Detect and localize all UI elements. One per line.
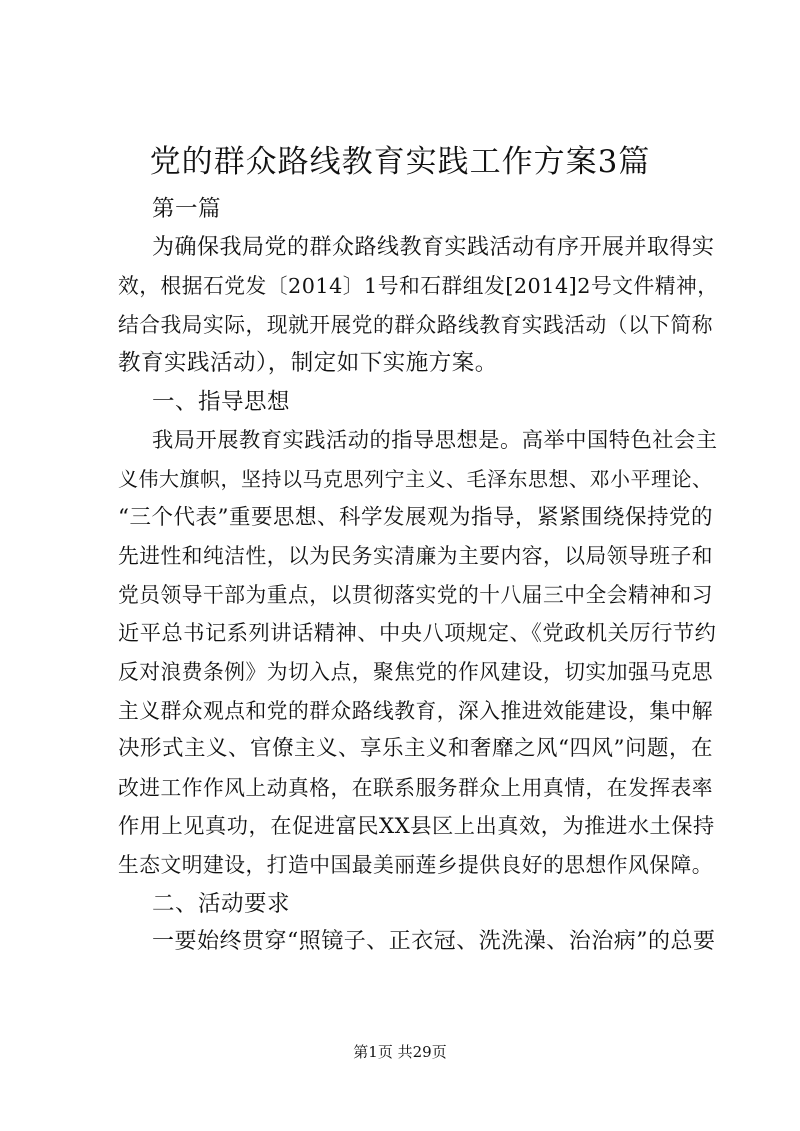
text-line: 我局开展教育实践活动的指导思想是。高举中国特色社会主 xyxy=(152,427,718,453)
text-line: 义伟大旗帜，坚持以马克思列宁主义、毛泽东思想、邓小平理论、 xyxy=(118,467,713,492)
text-line: 改进工作作风上动真格，在联系服务群众上用真情，在发挥表率 xyxy=(118,775,714,800)
text-line: 为确保我局党的群众路线教育实践活动有序开展并取得实 xyxy=(152,234,715,260)
text-line: 反对浪费条例》为切入点，聚焦党的作风建设，切实加强马克思 xyxy=(118,660,714,685)
text-line: “三个代表”重要思想、科学发展观为指导，紧紧围绕保持党的 xyxy=(118,504,713,530)
text-line: 效，根据石党发〔2014〕1号和石群组发[2014]2号文件精神， xyxy=(118,274,719,299)
text-line: 主义群众观点和党的群众路线教育，深入推进效能建设，集中解 xyxy=(118,698,714,723)
text-line: 二、活动要求 xyxy=(152,890,291,917)
text-line: 一要始终贯穿“照镜子、正衣冠、洗洗澡、治治病”的总要 xyxy=(152,929,716,955)
text-line: 作用上见真功，在促进富民XX县区上出真效，为推进水土保持 xyxy=(118,813,715,839)
text-line: 第一篇 xyxy=(152,196,222,222)
text-line: 决形式主义、官僚主义、享乐主义和奢靡之风“四风”问题，在 xyxy=(118,736,713,762)
text-line: 结合我局实际，现就开展党的群众路线教育实践活动（以下简称 xyxy=(118,312,714,337)
text-line: 教育实践活动），制定如下实施方案。 xyxy=(118,350,498,377)
text-line: 党员领导干部为重点，以贯彻落实党的十八届三中全会精神和习 xyxy=(118,582,714,607)
text-line: 近平总书记系列讲话精神、中央八项规定、《党政机关厉行节约 xyxy=(118,620,717,646)
text-line: 一、指导思想 xyxy=(152,388,291,415)
page-footer: 第1页 共29页 xyxy=(353,1043,447,1061)
text-line: 先进性和纯洁性，以为民务实清廉为主要内容，以局领导班子和 xyxy=(118,544,714,569)
document-body xyxy=(118,190,718,962)
document-title: 党的群众路线教育实践工作方案3篇 xyxy=(149,144,651,180)
text-line: 生态文明建设，打造中国最美丽莲乡提供良好的思想作风保障。 xyxy=(118,853,714,878)
